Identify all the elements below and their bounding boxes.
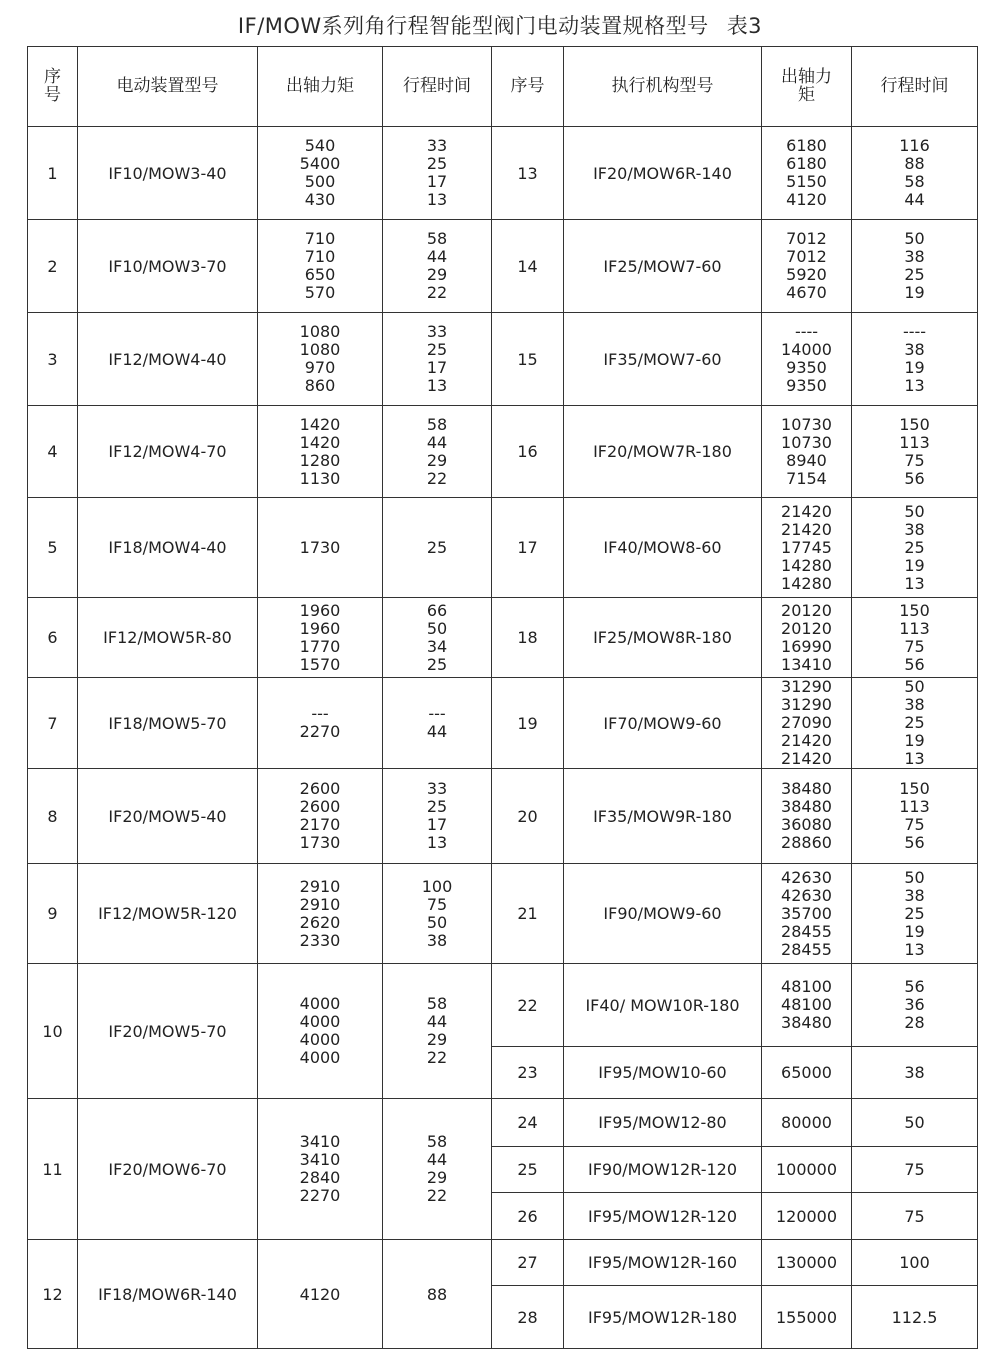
time-cell: 58 44 29 22 — [383, 1099, 492, 1240]
header-seq-right: 序号 — [492, 47, 564, 127]
title-text: IF/MOW系列角行程智能型阀门电动装置规格型号 — [237, 14, 709, 38]
table-row — [28, 1099, 978, 1147]
seq-cell: 21 — [492, 864, 564, 964]
model-cell: IF20/MOW7R-180 — [564, 406, 762, 498]
table-label: 表3 — [726, 14, 763, 38]
torque-cell: 6180 6180 5150 4120 — [762, 127, 852, 220]
spec-table — [27, 46, 978, 1349]
seq-cell: 5 — [28, 498, 78, 598]
time-cell: 50 — [852, 1099, 978, 1147]
page-title — [0, 10, 1000, 40]
torque-cell: 10730 10730 8940 7154 — [762, 406, 852, 498]
seq-cell: 12 — [28, 1240, 78, 1349]
time-cell: 66 50 34 25 — [383, 598, 492, 678]
torque-cell: 540 5400 500 430 — [258, 127, 383, 220]
model-cell: IF20/MOW5-40 — [78, 769, 258, 864]
model-cell: IF90/MOW12R-120 — [564, 1147, 762, 1193]
seq-cell: 28 — [492, 1286, 564, 1349]
torque-cell: 1080 1080 970 860 — [258, 313, 383, 406]
time-cell: 50 38 25 19 13 — [852, 864, 978, 964]
time-cell: 38 — [852, 1047, 978, 1099]
time-cell: 58 44 29 22 — [383, 964, 492, 1099]
torque-cell: 42630 42630 35700 28455 28455 — [762, 864, 852, 964]
table-row — [28, 406, 978, 498]
model-cell: IF95/MOW12R-120 — [564, 1193, 762, 1240]
seq-cell: 25 — [492, 1147, 564, 1193]
time-cell: 75 — [852, 1193, 978, 1240]
seq-cell: 14 — [492, 220, 564, 313]
time-cell: 150 113 75 56 — [852, 598, 978, 678]
torque-cell: 1960 1960 1770 1570 — [258, 598, 383, 678]
time-cell: 58 44 29 22 — [383, 406, 492, 498]
torque-cell: 155000 — [762, 1286, 852, 1349]
time-cell: 25 — [383, 498, 492, 598]
torque-cell: 130000 — [762, 1240, 852, 1286]
model-cell: IF20/MOW6-70 — [78, 1099, 258, 1240]
table-row — [28, 964, 978, 1047]
header-time-left: 行程时间 — [383, 47, 492, 127]
torque-cell: 2600 2600 2170 1730 — [258, 769, 383, 864]
header-row — [28, 47, 978, 127]
model-cell: IF18/MOW6R-140 — [78, 1240, 258, 1349]
model-cell: IF12/MOW4-70 — [78, 406, 258, 498]
torque-cell: --- 2270 — [258, 678, 383, 769]
header-model-right: 执行机构型号 — [564, 47, 762, 127]
torque-cell: 1420 1420 1280 1130 — [258, 406, 383, 498]
model-cell: IF35/MOW9R-180 — [564, 769, 762, 864]
table-row — [28, 1240, 978, 1286]
seq-cell: 24 — [492, 1099, 564, 1147]
time-cell: 112.5 — [852, 1286, 978, 1349]
torque-cell: 65000 — [762, 1047, 852, 1099]
model-cell: IF40/ MOW10R-180 — [564, 964, 762, 1047]
table-row — [28, 220, 978, 313]
model-cell: IF25/MOW7-60 — [564, 220, 762, 313]
torque-cell: 710 710 650 570 — [258, 220, 383, 313]
torque-cell: 120000 — [762, 1193, 852, 1240]
torque-cell: 2910 2910 2620 2330 — [258, 864, 383, 964]
seq-cell: 13 — [492, 127, 564, 220]
time-cell: 56 36 28 — [852, 964, 978, 1047]
seq-cell: 2 — [28, 220, 78, 313]
time-cell: 88 — [383, 1240, 492, 1349]
time-cell: 75 — [852, 1147, 978, 1193]
seq-cell: 7 — [28, 678, 78, 769]
model-cell: IF10/MOW3-70 — [78, 220, 258, 313]
model-cell: IF40/MOW8-60 — [564, 498, 762, 598]
time-cell: 116 88 58 44 — [852, 127, 978, 220]
seq-cell: 23 — [492, 1047, 564, 1099]
seq-cell: 3 — [28, 313, 78, 406]
table-row — [28, 498, 978, 598]
table-row — [28, 313, 978, 406]
model-cell: IF35/MOW7-60 — [564, 313, 762, 406]
seq-cell: 11 — [28, 1099, 78, 1240]
time-cell: --- 44 — [383, 678, 492, 769]
torque-cell: 80000 — [762, 1099, 852, 1147]
torque-cell: 4000 4000 4000 4000 — [258, 964, 383, 1099]
seq-cell: 18 — [492, 598, 564, 678]
model-cell: IF95/MOW12R-160 — [564, 1240, 762, 1286]
model-cell: IF20/MOW5-70 — [78, 964, 258, 1099]
table-row — [28, 127, 978, 220]
seq-cell: 8 — [28, 769, 78, 864]
model-cell: IF90/MOW9-60 — [564, 864, 762, 964]
model-cell: IF18/MOW4-40 — [78, 498, 258, 598]
time-cell: 50 38 25 19 — [852, 220, 978, 313]
time-cell: 58 44 29 22 — [383, 220, 492, 313]
time-cell: 33 25 17 13 — [383, 313, 492, 406]
seq-cell: 27 — [492, 1240, 564, 1286]
model-cell: IF95/MOW12R-180 — [564, 1286, 762, 1349]
header-torque-right: 出轴力矩 — [762, 47, 852, 127]
seq-cell: 22 — [492, 964, 564, 1047]
torque-cell: ---- 14000 9350 9350 — [762, 313, 852, 406]
model-cell: IF12/MOW5R-120 — [78, 864, 258, 964]
header-model-left: 电动装置型号 — [78, 47, 258, 127]
model-cell: IF10/MOW3-40 — [78, 127, 258, 220]
model-cell: IF70/MOW9-60 — [564, 678, 762, 769]
header-seq-left: 序号 — [28, 47, 78, 127]
seq-cell: 15 — [492, 313, 564, 406]
torque-cell: 31290 31290 27090 21420 21420 — [762, 678, 852, 769]
model-cell: IF95/MOW12-80 — [564, 1099, 762, 1147]
model-cell: IF12/MOW4-40 — [78, 313, 258, 406]
seq-cell: 1 — [28, 127, 78, 220]
table-row — [28, 598, 978, 678]
torque-cell: 38480 38480 36080 28860 — [762, 769, 852, 864]
model-cell: IF25/MOW8R-180 — [564, 598, 762, 678]
seq-cell: 10 — [28, 964, 78, 1099]
torque-cell: 48100 48100 38480 — [762, 964, 852, 1047]
seq-cell: 16 — [492, 406, 564, 498]
torque-cell: 4120 — [258, 1240, 383, 1349]
seq-cell: 26 — [492, 1193, 564, 1240]
time-cell: 50 38 25 19 13 — [852, 678, 978, 769]
seq-cell: 19 — [492, 678, 564, 769]
seq-cell: 4 — [28, 406, 78, 498]
seq-cell: 17 — [492, 498, 564, 598]
time-cell: 100 — [852, 1240, 978, 1286]
seq-cell: 9 — [28, 864, 78, 964]
time-cell: 33 25 17 13 — [383, 769, 492, 864]
header-torque-left: 出轴力矩 — [258, 47, 383, 127]
torque-cell: 7012 7012 5920 4670 — [762, 220, 852, 313]
time-cell: 150 113 75 56 — [852, 406, 978, 498]
model-cell: IF95/MOW10-60 — [564, 1047, 762, 1099]
seq-cell: 6 — [28, 598, 78, 678]
model-cell: IF12/MOW5R-80 — [78, 598, 258, 678]
torque-cell: 3410 3410 2840 2270 — [258, 1099, 383, 1240]
time-cell: ---- 38 19 13 — [852, 313, 978, 406]
seq-cell: 20 — [492, 769, 564, 864]
torque-cell: 1730 — [258, 498, 383, 598]
time-cell: 50 38 25 19 13 — [852, 498, 978, 598]
header-time-right: 行程时间 — [852, 47, 978, 127]
torque-cell: 100000 — [762, 1147, 852, 1193]
time-cell: 100 75 50 38 — [383, 864, 492, 964]
model-cell: IF18/MOW5-70 — [78, 678, 258, 769]
table-row — [28, 678, 978, 769]
torque-cell: 21420 21420 17745 14280 14280 — [762, 498, 852, 598]
torque-cell: 20120 20120 16990 13410 — [762, 598, 852, 678]
model-cell: IF20/MOW6R-140 — [564, 127, 762, 220]
table-row — [28, 769, 978, 864]
time-cell: 150 113 75 56 — [852, 769, 978, 864]
time-cell: 33 25 17 13 — [383, 127, 492, 220]
table-row — [28, 864, 978, 964]
